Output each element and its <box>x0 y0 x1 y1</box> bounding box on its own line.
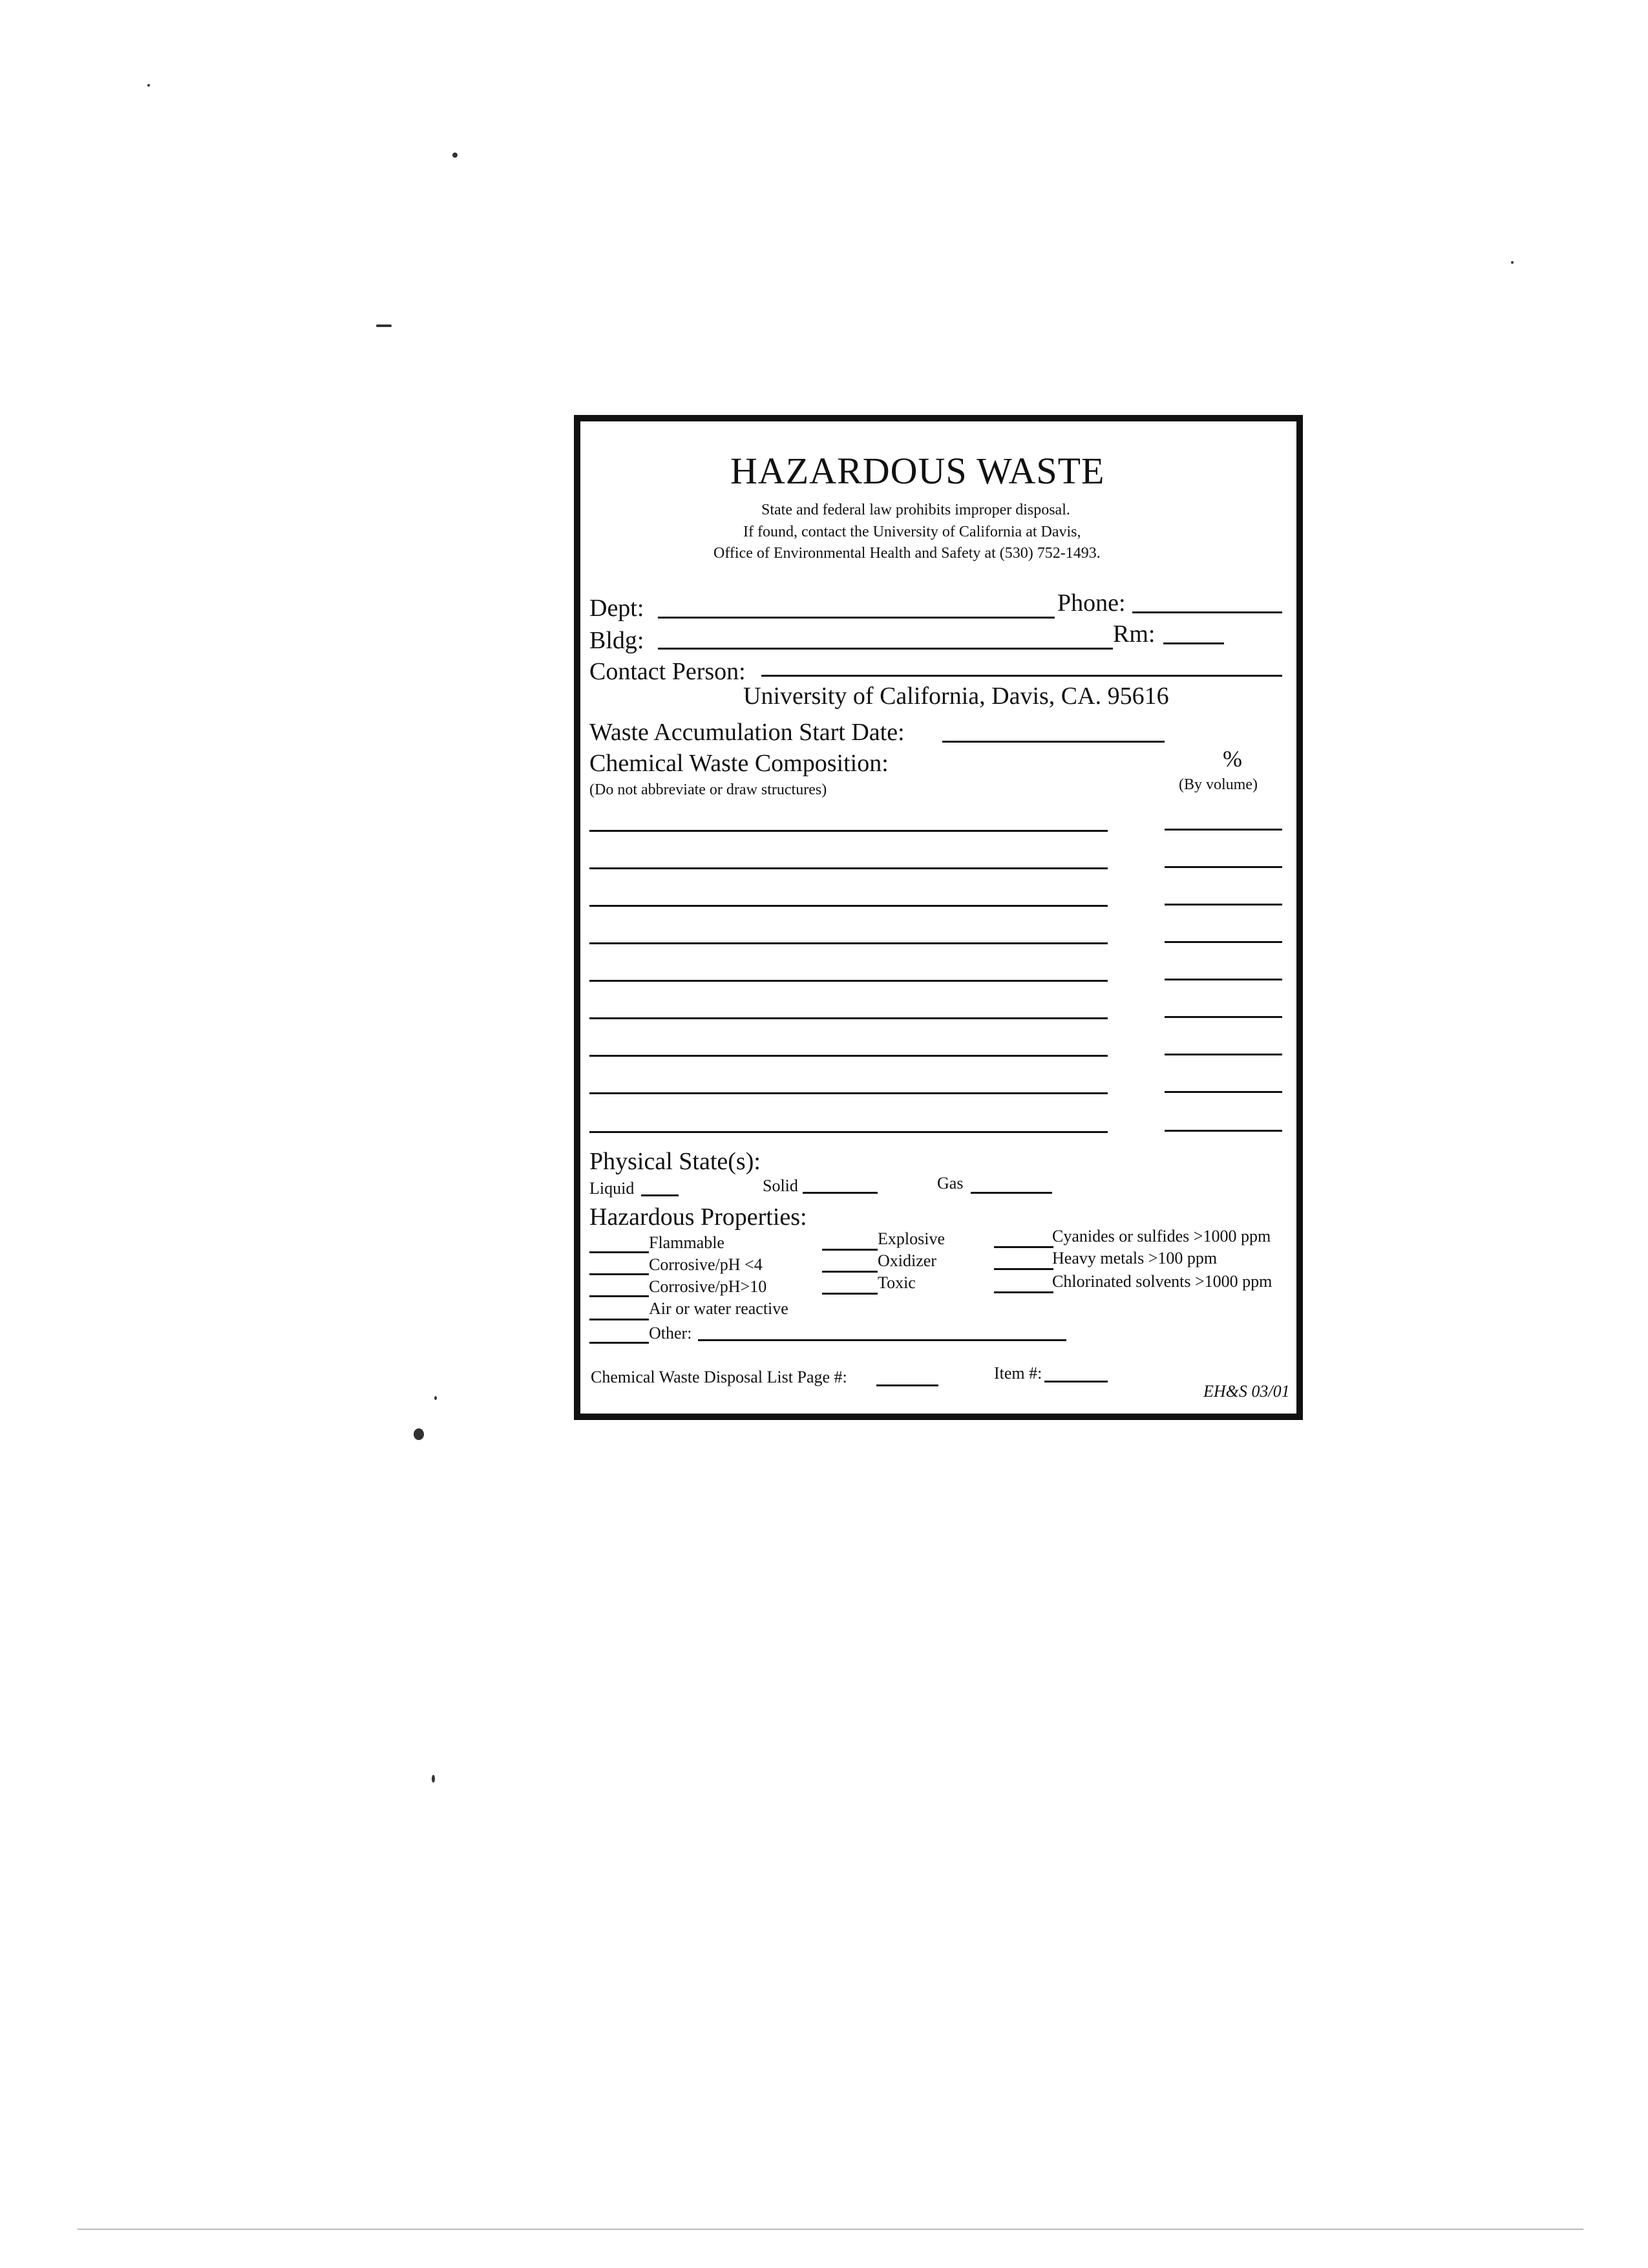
property-cyanides-sulfides: Cyanides or sulfides >1000 ppm <box>1052 1227 1271 1245</box>
property-corrosive-acid: Corrosive/pH <4 <box>649 1255 763 1274</box>
oxidizer-checkline[interactable] <box>822 1271 878 1273</box>
toxic-checkline[interactable] <box>822 1293 878 1295</box>
start-date-field[interactable] <box>942 741 1165 743</box>
percent-line-5[interactable] <box>1165 979 1282 980</box>
form-code: EH&S 03/01 <box>1203 1382 1290 1401</box>
property-flammable: Flammable <box>649 1233 724 1252</box>
item-number-field[interactable] <box>1044 1381 1108 1383</box>
scan-speck <box>452 153 458 158</box>
notice-line-2: If found, contact the University of California at Davis, <box>743 524 1081 540</box>
physical-state-heading: Physical State(s): <box>589 1148 761 1175</box>
scan-speck <box>432 1775 435 1783</box>
air-water-reactive-checkline[interactable] <box>589 1319 649 1320</box>
composition-note: (Do not abbreviate or draw structures) <box>589 781 827 798</box>
percent-line-8[interactable] <box>1165 1091 1282 1093</box>
percent-line-4[interactable] <box>1165 941 1282 943</box>
percent-line-7[interactable] <box>1165 1054 1282 1055</box>
scan-speck <box>434 1396 437 1400</box>
item-number-label: Item #: <box>994 1364 1042 1383</box>
hazardous-properties-heading: Hazardous Properties: <box>589 1203 807 1231</box>
chemical-name-line-9[interactable] <box>589 1131 1108 1133</box>
notice-line-1: State and federal law prohibits improper disposal. <box>761 502 1070 518</box>
composition-heading: Chemical Waste Composition: <box>589 750 889 777</box>
percent-line-2[interactable] <box>1165 866 1282 868</box>
chemical-name-line-3[interactable] <box>589 905 1108 907</box>
percent-note: (By volume) <box>1179 776 1258 793</box>
chlorinated-solvents-checkline[interactable] <box>994 1291 1053 1293</box>
bldg-field[interactable] <box>658 648 1113 650</box>
property-heavy-metals: Heavy metals >100 ppm <box>1052 1249 1218 1267</box>
phone-label: Phone: <box>1057 589 1126 617</box>
physical-state-solid: Solid <box>763 1176 798 1195</box>
percent-line-1[interactable] <box>1165 829 1282 831</box>
chemical-name-line-1[interactable] <box>589 830 1108 832</box>
heavy-metals-checkline[interactable] <box>994 1268 1053 1270</box>
solid-field[interactable] <box>803 1192 878 1194</box>
percent-line-6[interactable] <box>1165 1016 1282 1018</box>
explosive-checkline[interactable] <box>822 1249 878 1251</box>
start-date-label: Waste Accumulation Start Date: <box>589 719 905 746</box>
gas-field[interactable] <box>971 1192 1052 1194</box>
property-oxidizer: Oxidizer <box>878 1251 936 1270</box>
corrosive-base-checkline[interactable] <box>589 1295 649 1297</box>
chemical-name-line-2[interactable] <box>589 867 1108 869</box>
other-field[interactable] <box>698 1339 1066 1341</box>
percent-line-9[interactable] <box>1165 1130 1282 1132</box>
corrosive-acid-checkline[interactable] <box>589 1273 649 1275</box>
flammable-checkline[interactable] <box>589 1251 649 1253</box>
chemical-name-line-6[interactable] <box>589 1017 1108 1019</box>
cyanides-sulfides-checkline[interactable] <box>994 1246 1053 1248</box>
physical-state-gas: Gas <box>937 1174 964 1192</box>
dept-label: Dept: <box>589 595 644 622</box>
chemical-name-line-4[interactable] <box>589 942 1108 944</box>
percent-label: % <box>1223 746 1242 772</box>
address-text: University of California, Davis, CA. 95616 <box>743 683 1169 710</box>
list-page-field[interactable] <box>876 1384 938 1386</box>
property-chlorinated-solvents: Chlorinated solvents >1000 ppm <box>1052 1272 1273 1291</box>
property-toxic: Toxic <box>878 1273 916 1292</box>
scan-speck <box>414 1428 424 1440</box>
chemical-name-line-8[interactable] <box>589 1092 1108 1094</box>
notice-line-3: Office of Environmental Health and Safety at (530) 752-1493. <box>713 545 1101 562</box>
chemical-name-line-7[interactable] <box>589 1055 1108 1057</box>
scan-speck <box>1511 261 1514 264</box>
property-air-water-reactive: Air or water reactive <box>649 1299 788 1318</box>
phone-field[interactable] <box>1132 611 1282 613</box>
bldg-label: Bldg: <box>589 627 644 654</box>
chemical-name-line-5[interactable] <box>589 980 1108 982</box>
contact-person-field[interactable] <box>761 675 1282 677</box>
physical-state-liquid: Liquid <box>589 1179 635 1198</box>
list-page-label: Chemical Waste Disposal List Page #: <box>591 1368 847 1386</box>
rm-field[interactable] <box>1163 642 1224 644</box>
page-bottom-edge <box>78 2229 1583 2230</box>
property-other: Other: <box>649 1324 692 1342</box>
scan-speck <box>147 84 150 87</box>
contact-person-label: Contact Person: <box>589 658 746 685</box>
percent-line-3[interactable] <box>1165 904 1282 906</box>
property-corrosive-base: Corrosive/pH>10 <box>649 1277 767 1296</box>
dept-field[interactable] <box>658 617 1055 619</box>
scan-speck <box>376 324 392 327</box>
liquid-field[interactable] <box>641 1194 679 1196</box>
property-explosive: Explosive <box>878 1229 945 1248</box>
rm-label: Rm: <box>1113 620 1156 648</box>
form-title: HAZARDOUS WASTE <box>730 450 1105 492</box>
other-checkline[interactable] <box>589 1342 649 1344</box>
